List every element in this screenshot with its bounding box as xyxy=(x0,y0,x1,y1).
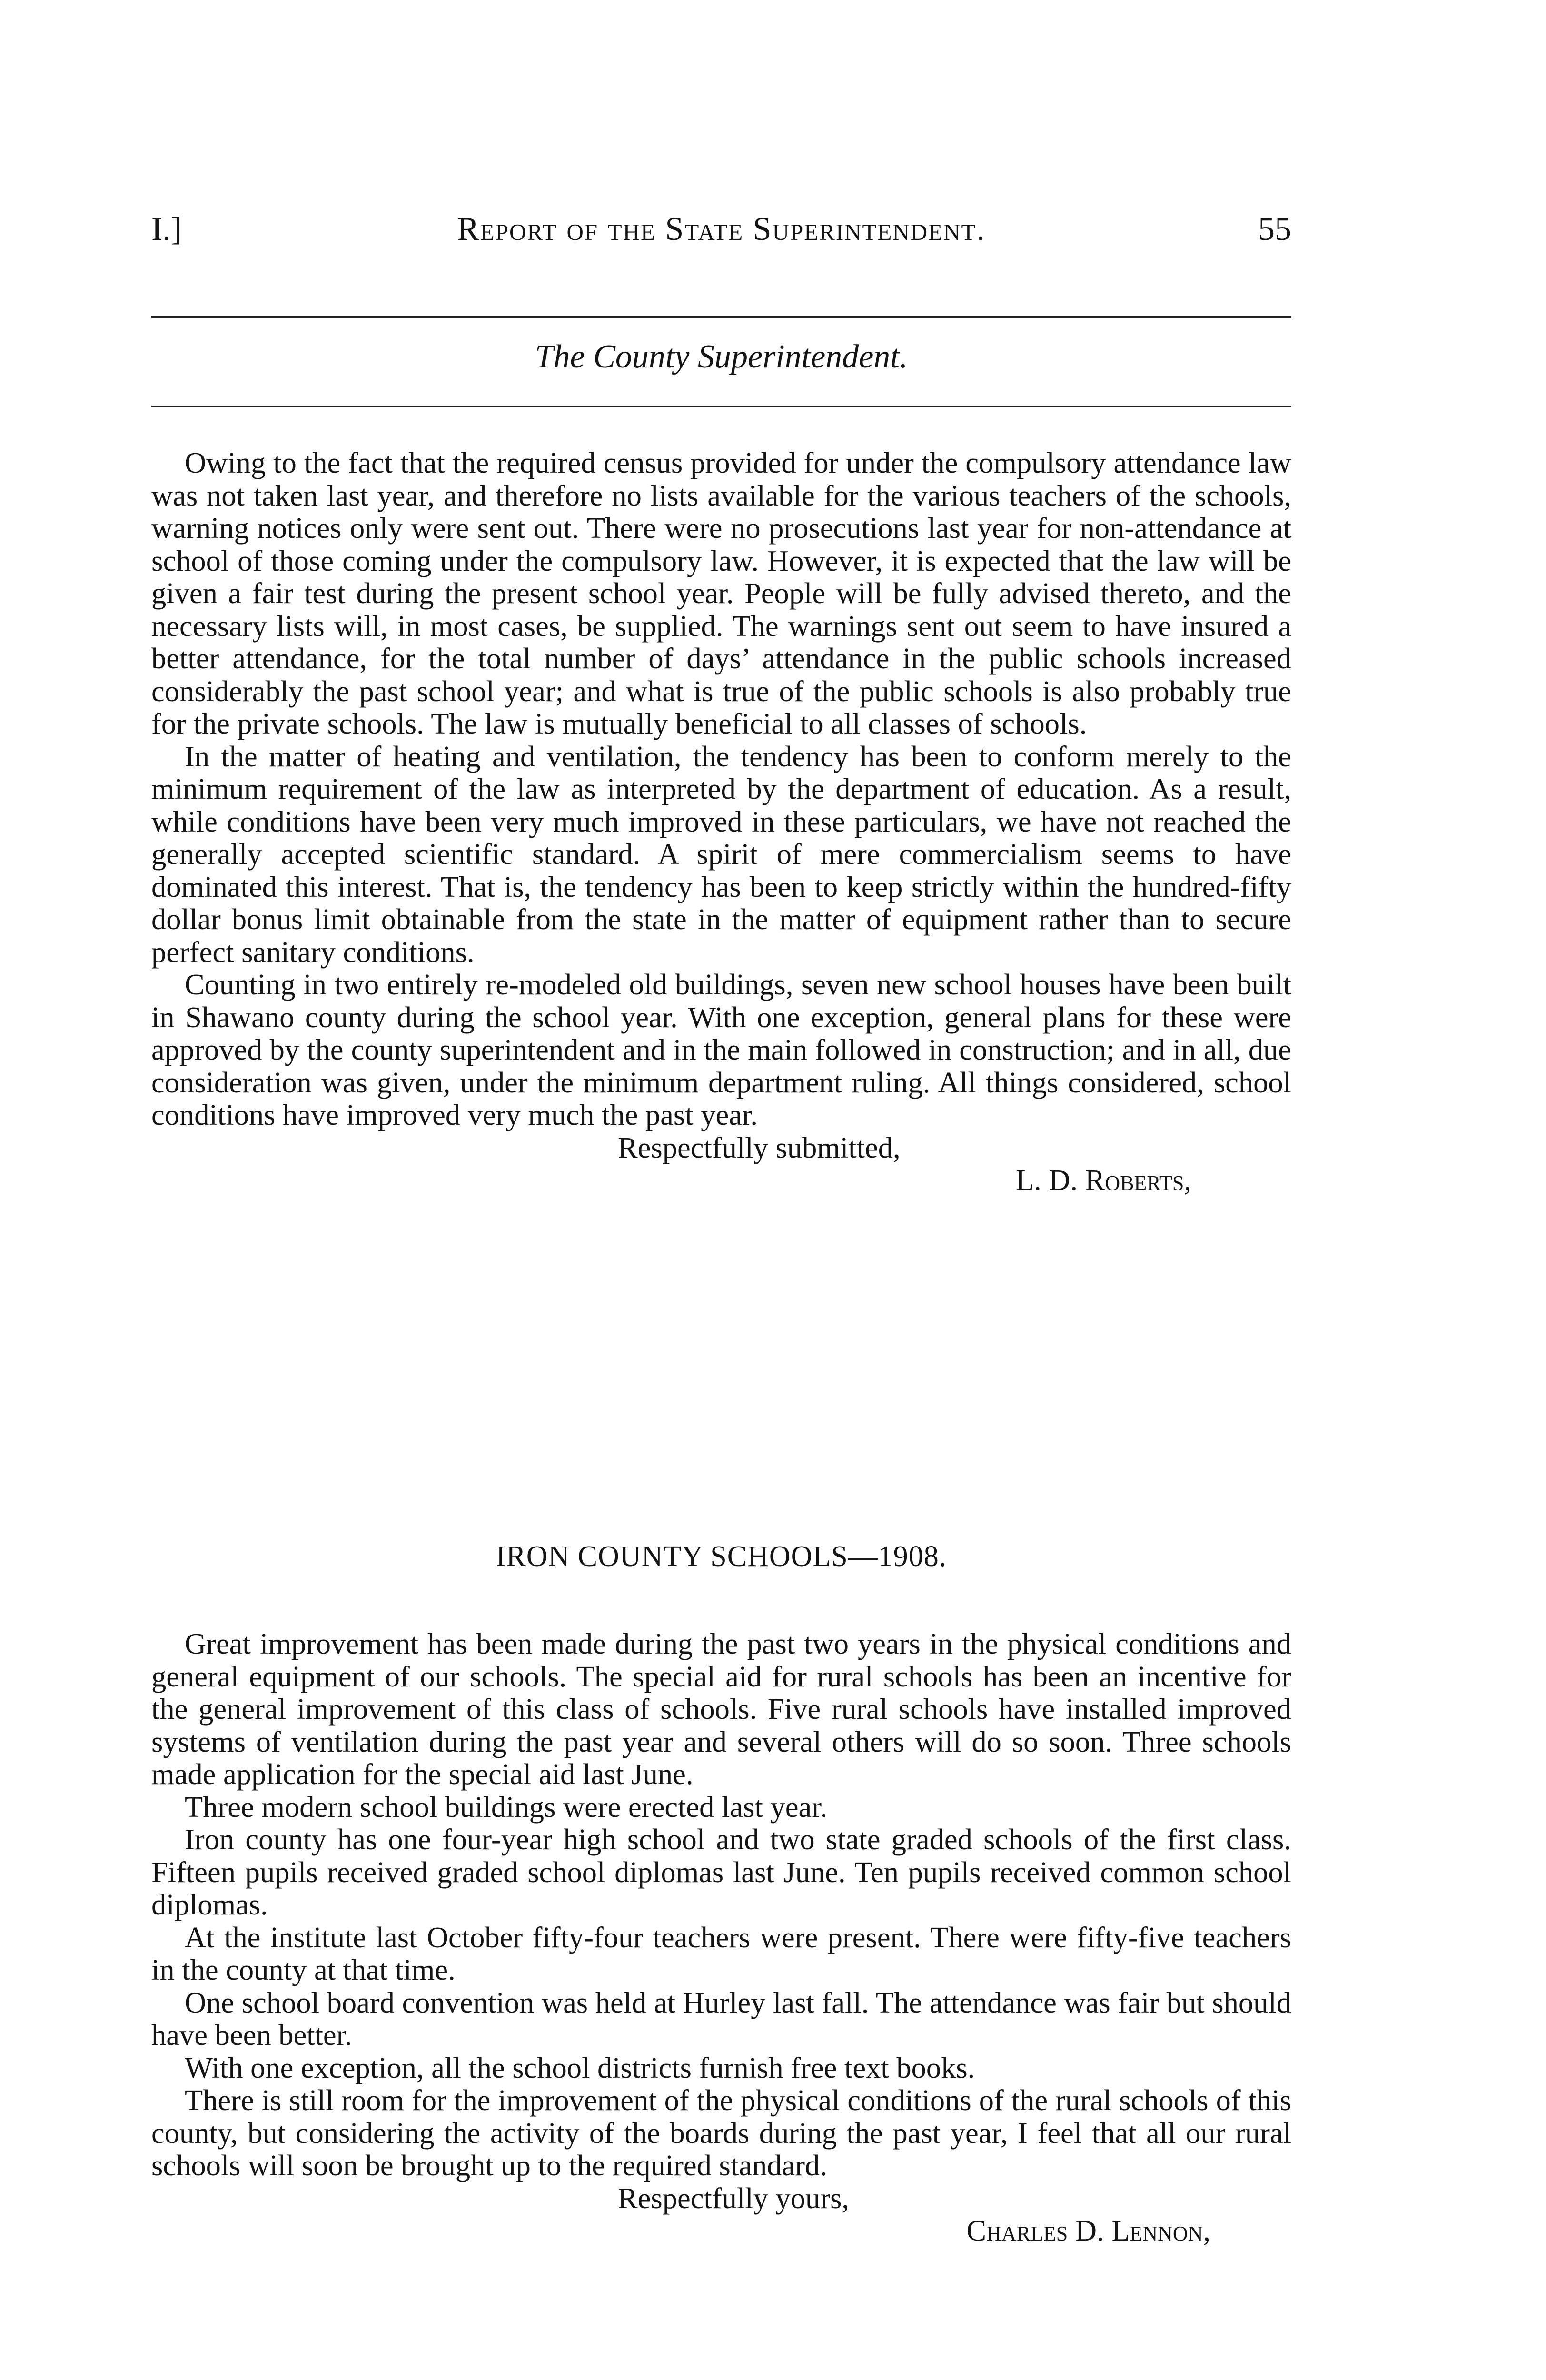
county-superintendent-report xyxy=(151,446,1291,1197)
paragraph: Great improvement has been made during the past two years in the physical conditions and general equipment of our schools. The special aid for rural schools has been an incentive for the general improvement of this class of schools. Five rural schools have installed improved systems of ventilation during the past year and several others will do so soon. Three schools made application for the special aid last June. xyxy=(151,1627,1291,1791)
iron-county-report xyxy=(151,1627,1291,2247)
paragraph: Iron county has one four-year high school and two state graded schools of the first class. Fifteen pupils received graded school diplomas last June. Ten pupils received common school diplomas. xyxy=(151,1823,1291,1921)
title-rule-bottom xyxy=(151,406,1291,407)
paragraph: Counting in two entirely re-modeled old buildings, seven new school houses have been built in Shawano county during the school year. With one exception, general plans for these were approved by the county superintendent and in the main followed in construction; and in all, due consideration was given, under the minimum department ruling. All things considered, school conditions have improved very much the past year. xyxy=(151,968,1291,1131)
page-number: 55 xyxy=(1258,211,1291,248)
part-number: I.] xyxy=(151,211,182,248)
running-head xyxy=(151,206,1291,253)
running-title: Report of the State Superintendent. xyxy=(457,211,986,248)
closing-line: Respectfully submitted, xyxy=(618,1130,901,1164)
title-rule-top xyxy=(151,316,1291,318)
section-title: The County Superintendent. xyxy=(535,338,908,375)
paragraph: One school board convention was held at Hurley last fall. The attendance was fair but should have been better. xyxy=(151,1985,1291,2052)
paragraph: In the matter of heating and ventilation, the tendency has been to conform merely to the minimum requirement of the law as interpreted by the department of education. As a result, while conditions have been very much improved in these particulars, we have not reached the generally accepted scientific standard. A spirit of mere commercialism seems to have dominated this interest. That is, the tendency has been to keep strictly within the hundred-fifty dollar bonus limit obtainable from the state in the matter of equipment rather than to secure perfect sanitary conditions. xyxy=(151,739,1291,969)
section-heading: IRON COUNTY SCHOOLS—1908. xyxy=(496,1540,947,1573)
paragraph: Three modern school buildings were erected last year. xyxy=(185,1790,828,1824)
signature: Charles D. Lennon, xyxy=(966,2214,1210,2247)
document-page xyxy=(151,0,1291,2380)
paragraph: Owing to the fact that the required census provided for under the compulsory attendance law was not taken last year, and therefore no lists available for the various teachers of the schools, warning notices only were sent out. There were no prosecutions last year for non-attendance at school of those coming under the compulsory law. However, it is expected that the law will be given a fair test during the present school year. People will be fully advised thereto, and the necessary lists will, in most cases, be supplied. The warnings sent out seem to have insured a better attendance, for the total number of days’ attendance in the public schools increased considerably the past school year; and what is true of the public schools is also probably true for the private schools. The law is mutually beneficial to all classes of schools. xyxy=(151,446,1291,740)
paragraph: With one exception, all the school districts furnish free text books. xyxy=(185,2051,975,2084)
paragraph: At the institute last October fifty-four teachers were present. There were fifty-five teachers in the county at that time. xyxy=(151,1920,1291,1986)
signature: L. D. Roberts, xyxy=(1015,1163,1191,1197)
paragraph: There is still room for the improvement of the physical conditions of the rural schools of this county, but considering the activity of the boards during the past year, I feel that all our rural schools will soon be brought up to the required standard. xyxy=(151,2083,1291,2182)
closing-line: Respectfully yours, xyxy=(618,2181,850,2215)
